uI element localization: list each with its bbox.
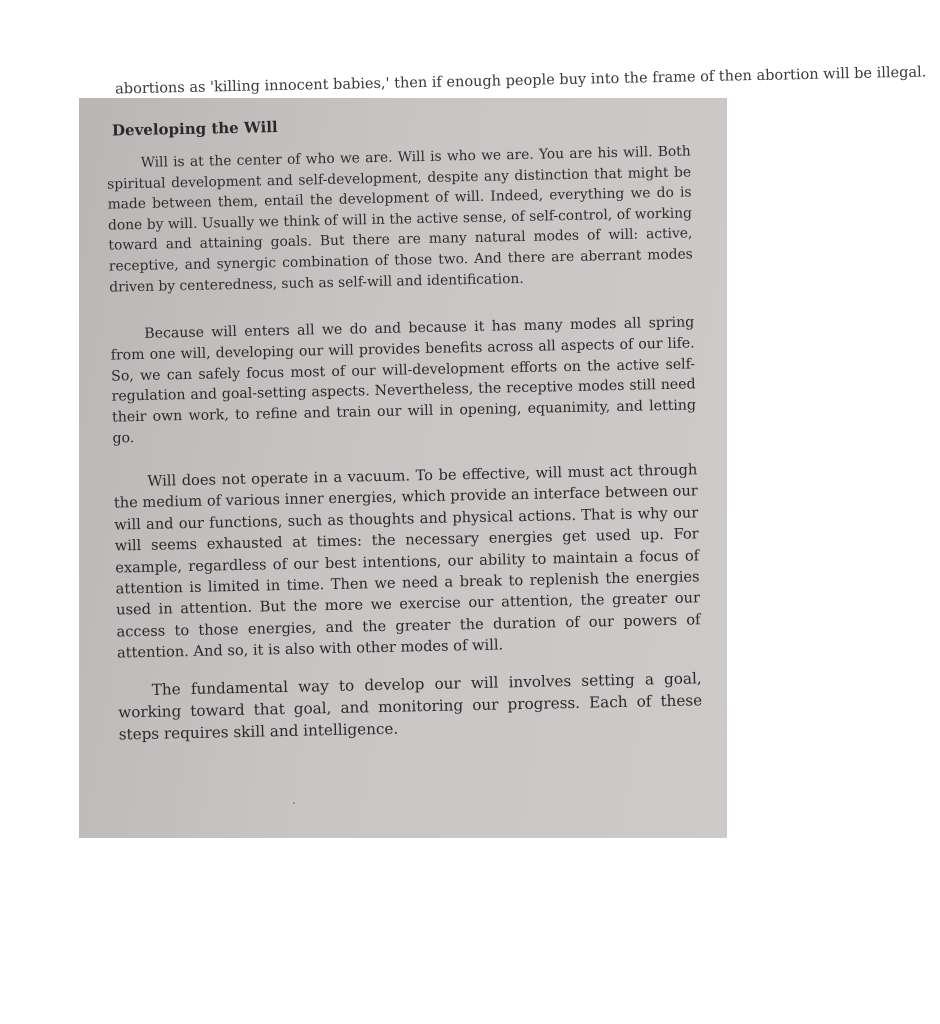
cut-off-top-line [115,62,926,99]
paragraph-3: Will does not operate in a vacuum. To be effective, will must act through the medium of various inner energies, which provide an interface between our will and our functions, such as thoughts and physical actions. That is why our will seems exhausted at times: the necessary energies get used up. For example, regardless of our best intentions, our ability to maintain a focus of attention is limited in time. Then we need a break to replenish the energies used in attention. But the more we exercise our attention, the greater our access to those energies, and the greater the duration of our powers of attention. And so, it is also with other modes of will. [113,461,701,662]
paragraph-2: Because will enters all we do and because it has many modes all spring from one will, developing our will provides benefits across all aspects of our life. So, we can safely focus most of our will-development efforts on the active self-regulation and goal-setting aspects. Nevertheless, the receptive modes still need their own work, to refine and train our will in opening, equanimity, and letting go. [110,314,697,447]
top-fragment-end: then abortion will be illegal. [718,64,927,85]
section-heading: Developing the Will [111,118,278,140]
paragraph-4: The fundamental way to develop our will involves setting a goal, working toward that goal, and monitoring our progress. Each of these steps requires skill and intelligence. [118,669,703,744]
book-page [89,64,927,744]
top-fragment-start: abortions as 'killing innocent babies,' then if enough people buy into the frame of [115,68,715,98]
book-page-photo [79,64,927,838]
paper-speck [293,802,295,804]
paragraph-1: Will is at the center of who we are. Will is who we are. You are his will. Both spiritual development and self-development, despite any distinction that might be made between them, entail the development of will. Indeed, everything we do is done by will. Usually we think of will in the active sense, of self-control, of working toward and attaining goals. But there are many natural modes of will: active, receptive, and synergic combination of those two. And there are aberrant modes driven by centeredness, such as self-will and identification. [107,143,693,296]
